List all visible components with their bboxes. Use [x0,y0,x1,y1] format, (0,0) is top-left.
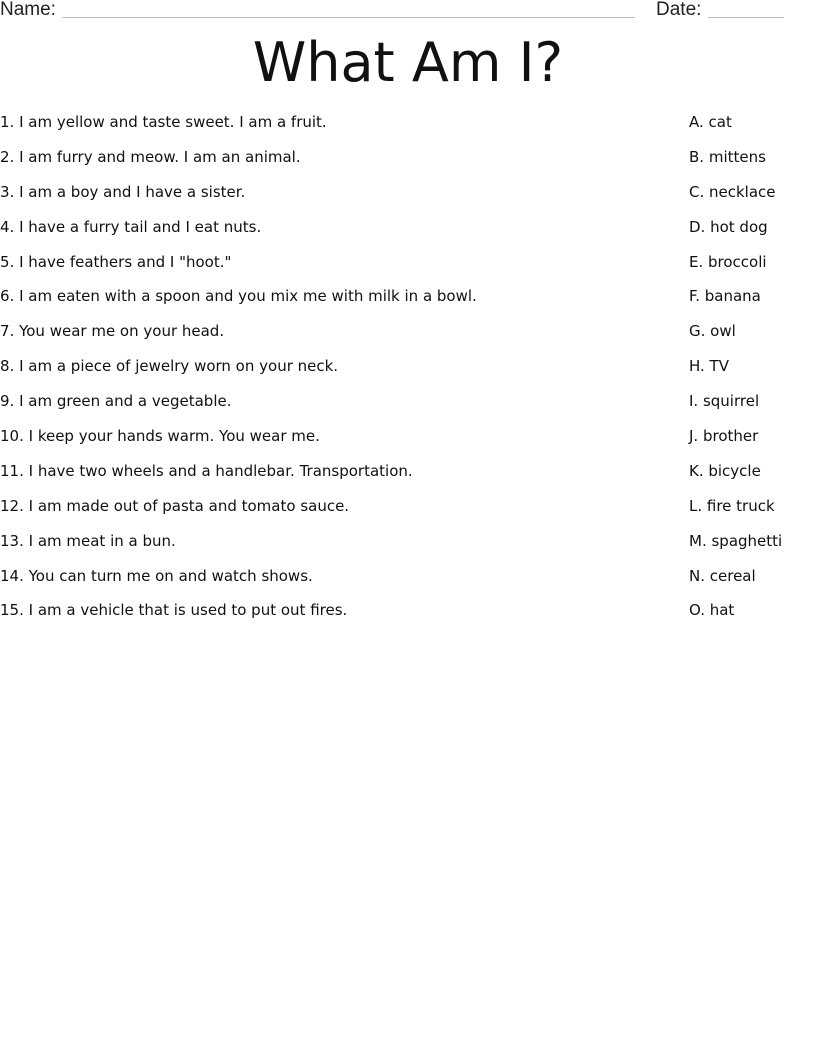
page-title: What Am I? [252,31,564,94]
clue-text: 7. You wear me on your head. [0,322,225,341]
clue-text: 9. I am green and a vegetable. [0,392,232,411]
matching-row [0,286,816,321]
matching-row [0,182,816,217]
answer-option: D. hot dog [689,217,768,236]
matching-row [0,600,816,635]
matching-row [0,391,816,426]
clue-text: 1. I am yellow and taste sweet. I am a fruit. [0,113,327,131]
answer-option: M. spaghetti [689,531,783,550]
name-blank-line[interactable] [62,17,635,18]
clue-text: 4. I have a furry tail and I eat nuts. [0,217,262,236]
clue-text: 12. I am made out of pasta and tomato sauce. [0,496,350,515]
date-label: Date: [656,0,702,20]
answer-option: C. necklace [689,182,776,201]
clue-text: 8. I am a piece of jewelry worn on your neck. [0,357,339,376]
answer-option: H. TV [689,357,729,376]
answer-option: B. mittens [689,147,766,166]
clue-text: 3. I am a boy and I have a sister. [0,182,246,201]
name-label: Name: [0,0,56,20]
matching-row [0,321,816,356]
clue-text: 14. You can turn me on and watch shows. [0,566,313,585]
clue-text: 13. I am meat in a bun. [0,531,176,550]
clue-text: 5. I have feathers and I "hoot." [0,252,232,271]
answer-option: A. cat [689,113,732,131]
clue-text: 11. I have two wheels and a handlebar. Transportation. [0,461,413,480]
answer-option: G. owl [689,322,736,341]
matching-list [0,112,816,635]
clue-text: 15. I am a vehicle that is used to put out fires. [0,601,348,620]
answer-option: E. broccoli [689,252,767,271]
clue-text: 2. I am furry and meow. I am an animal. [0,147,301,166]
matching-row [0,531,816,566]
matching-row [0,217,816,252]
clue-text: 10. I keep your hands warm. You wear me. [0,427,320,446]
worksheet-header [0,0,816,24]
matching-row [0,426,816,461]
matching-row [0,147,816,182]
answer-option: J. brother [689,427,759,446]
answer-option: O. hat [689,601,735,620]
answer-option: F. banana [689,287,761,306]
matching-row [0,566,816,601]
matching-row [0,496,816,531]
matching-row [0,252,816,287]
answer-option: L. fire truck [689,496,775,515]
matching-row [0,356,816,391]
answer-option: K. bicycle [689,461,761,480]
answer-option: I. squirrel [689,392,760,411]
date-blank-line[interactable] [708,17,784,18]
matching-row [0,461,816,496]
answer-option: N. cereal [689,566,756,585]
clue-text: 6. I am eaten with a spoon and you mix me with milk in a bowl. [0,287,477,306]
matching-row [0,112,816,147]
